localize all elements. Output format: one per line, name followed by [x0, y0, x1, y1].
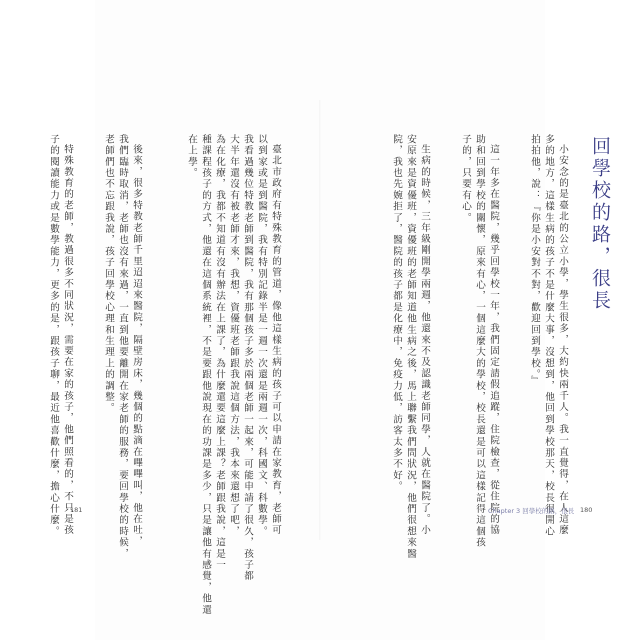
paragraph-line: 小安念的是臺北的公立小學，學生很多，大約快兩千人。我一直覺得，在人這麼: [557, 144, 568, 536]
paragraph-line: 為在化療，我都不知道有沒有辦法在上課了，為什麼還要這麼上課？老師跟我說，這是一: [214, 134, 225, 571]
paragraph-line: 老師們也不忘跟我說，孩子回學校心理和生理上的調整。: [103, 134, 114, 414]
page-number-left: 181: [70, 506, 83, 514]
paragraph-line: 我們臨時取消，老師也沒有來過，一直到他要離開在家老師的服務，要回學校的時候，: [117, 134, 128, 560]
paragraph-line: 助和回到學校的關懷，原來有心，一個這麼大的學校，校長還是可以這樣記得這個孩: [474, 134, 485, 549]
paragraph-line: 拍拍他，說：『你是小安對不對，歡迎回到學校。』: [529, 134, 540, 387]
running-footer: Chapter 3 回學校的路，很長: [488, 507, 575, 515]
paragraph-line: 多的地方，這樣生病的孩子不是什麼大事，沒想到，他回到學校那天，校長很開心: [543, 134, 554, 538]
chapter-title: 回學校的路，很長: [589, 136, 611, 312]
paragraph-line: 特殊教育的老師，教過很多不同狀況，需要在家的孩子，他們照看的，不只是孩: [62, 144, 73, 536]
paragraph-line: 在上學。: [186, 134, 197, 179]
paragraph-line: 生病的時候，三年級剛開學兩週，他還來不及認識老師同學，人就在醫院了。小: [419, 144, 430, 536]
paragraph-line: 臺北市政府有特殊教育的管道，像他這樣生病的孩子可以申請在家教育，老師可: [270, 144, 281, 536]
paragraph-line: 子的，只要有心。: [460, 134, 471, 224]
page-number-right: 180: [580, 506, 593, 514]
paragraph-line: 後來，很多特教老師千里迢迢來醫院，隔壁房床，幾個的點滴在嗶嗶叫，他在吐，: [131, 144, 142, 548]
paragraph-line: 這一年多在醫院，幾乎回學校一年，我們固定請假追蹤，住院檢查，從住院的協: [488, 144, 499, 536]
paragraph-line: 種課程孩子的方式，他還在這個系統裡，不是要跟他說現在的功課是多少，只是讓他有感覺，他還: [200, 134, 211, 616]
paragraph-line: 我看過幾位特教老師到醫院，我有那個孩子多於兩個老師一起來，可能申請了很久，孩子都: [242, 134, 253, 582]
paragraph-line: 子的閱讀能力或是數學能力，更多的是，跟孩子聊，最近他喜歡什麼，擔心什麼。: [48, 134, 59, 538]
page-gutter: [319, 100, 321, 540]
paragraph-line: 以到家或是到醫院，我有特別記錄半是一週一次還是兩週一次，科國文、科數學。: [256, 134, 267, 538]
paragraph-line: 大半年還沒有被老師才來，我想，資優班老師跟我說這個方法，我本來還想了吧，: [228, 134, 239, 538]
right-page: [320, 0, 545, 640]
paragraph-line: 院，我也先婉拒了，醫院的孩子都是化療中，免疫力低，訪客太多不好。: [391, 134, 402, 493]
paragraph-line: 安原來是資優班，資優班的老師知道他生病之後，馬上聯繫我們問狀況，他們很想來醫: [405, 134, 416, 560]
